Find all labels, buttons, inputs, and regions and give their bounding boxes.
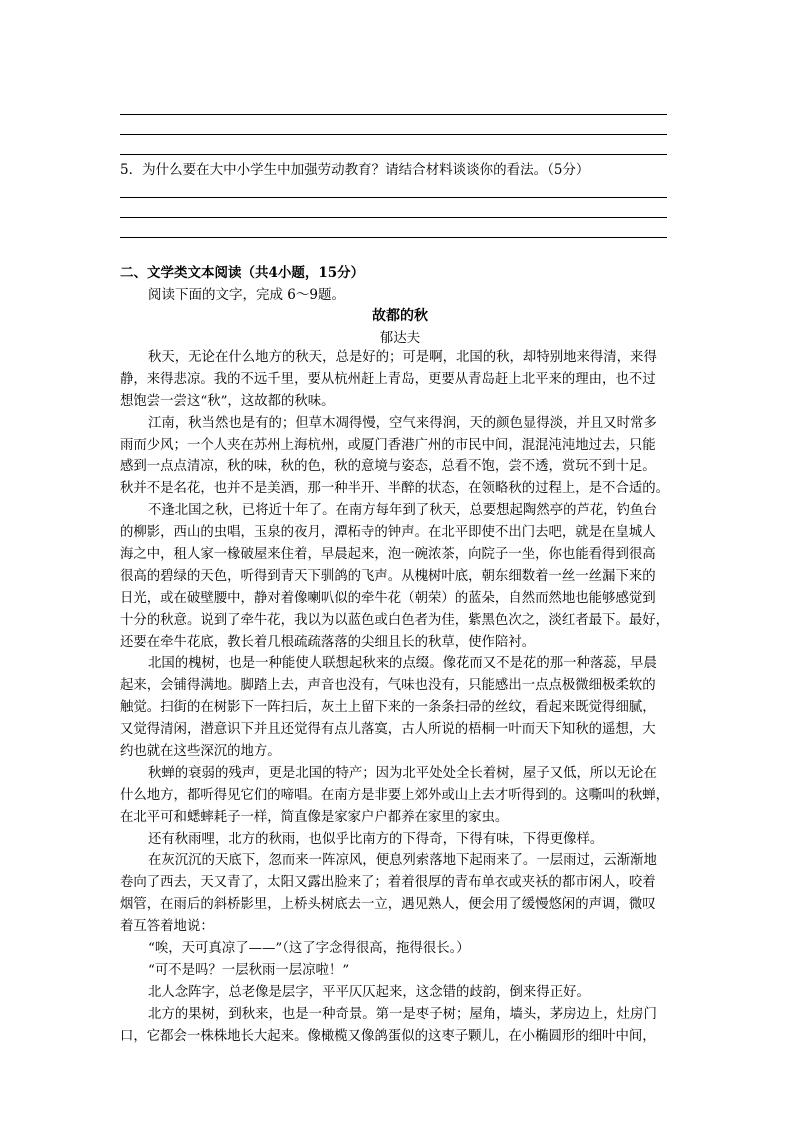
- question-5: 5．为什么要在大中小学生中加强劳动教育？请结合材料谈谈你的看法。（5分）: [120, 162, 590, 178]
- answer-line[interactable]: [120, 134, 667, 135]
- essay-author: 郁达夫: [379, 330, 421, 346]
- essay-title: 故都的秋: [372, 308, 428, 324]
- essay-line: 又觉得清闲，潜意识下并且还觉得有点儿落寞，古人所说的梧桐一叶而天下知秋的遥想，大: [120, 722, 656, 738]
- essay-line: 在北平可和蟋蟀耗子一样，简直像是家家户户都养在家里的家虫。: [120, 809, 509, 825]
- essay-line: 卷向了西去，天又青了，太阳又露出脸来了；着着很厚的青布单衣或夹袄的都市闲人，咬着: [120, 875, 656, 891]
- answer-line[interactable]: [120, 217, 667, 218]
- essay-line: 的柳影，西山的虫唱，玉泉的夜月，潭柘寺的钟声。在北平即使不出门去吧，就是在皇城人: [120, 525, 656, 541]
- reading-instruction: 阅读下面的文字，完成 6～9题。: [148, 287, 345, 303]
- essay-line: 约也就在这些深沉的地方。: [120, 744, 281, 760]
- essay-line: 触觉。扫街的在树影下一阵扫后，灰土上留下来的一条条扫帚的丝纹，看起来既觉得细腻，: [120, 700, 656, 716]
- essay-line: 海之中，租人家一椽破屋来住着，早晨起来，泡一碗浓茶，向院子一坐，你也能看得到很高: [120, 547, 656, 563]
- essay-line: 口，它都会一株株地长大起来。像橄榄又像鸽蛋似的这枣子颗儿，在小椭圆形的细叶中间，: [120, 1028, 656, 1044]
- essay-line: 想饱尝一尝这“秋”，这故都的秋味。: [120, 393, 335, 409]
- answer-line[interactable]: [120, 114, 667, 115]
- essay-line: 起来，会铺得满地。脚踏上去，声音也没有，气味也没有，只能感出一点点极微细极柔软的: [120, 678, 656, 694]
- essay-line: 在灰沉沉的天底下，忽而来一阵凉风，便息列索落地下起雨来了。一层雨过，云渐渐地: [148, 853, 657, 869]
- section-heading: 二、文学类文本阅读（共4小题，15分）: [120, 265, 365, 281]
- essay-line: “可不是吗？一层秋雨一层凉啦！”: [148, 962, 350, 978]
- essay-line: 秋并不是名花，也并不是美酒，那一种半开、半醉的状态，在领略秋的过程上，是不合适的。: [120, 481, 670, 497]
- essay-line: 还要在牵牛花底，教长着几根疏疏落落的尖细且长的秋草，使作陪衬。: [120, 634, 536, 650]
- essay-line: 烟管，在雨后的斜桥影里，上桥头树底去一立，遇见熟人，便会用了缓慢悠闲的声调，微叹: [120, 897, 656, 913]
- essay-line: 北国的槐树，也是一种能使人联想起秋来的点缀。像花而又不是花的那一种落蕊，早晨: [148, 656, 657, 672]
- essay-line: 雨而少风；一个人夹在苏州上海杭州，或厦门香港广州的市民中间，混混沌沌地过去，只能: [120, 437, 656, 453]
- essay-line: 很高的碧绿的天色，听得到青天下驯鸽的飞声。从槐树叶底，朝东细数着一丝一丝漏下来的: [120, 568, 656, 584]
- essay-line: 还有秋雨哩，北方的秋雨，也似乎比南方的下得奇，下得有味，下得更像样。: [148, 831, 604, 847]
- essay-line: 秋天，无论在什么地方的秋天，总是好的；可是啊，北国的秋，却特别地来得清，来得: [148, 350, 657, 365]
- answer-line[interactable]: [120, 154, 667, 155]
- essay-line: “唉，天可真凉了——”（这了字念得很高，拖得很长。）: [148, 941, 470, 957]
- essay-body: [120, 347, 700, 1048]
- essay-line: 静，来得悲凉。我的不远千里，要从杭州赶上青岛，更要从青岛赶上北平来的理由，也不过: [120, 371, 656, 387]
- essay-line: 感到一点点清凉，秋的味，秋的色，秋的意境与姿态，总看不饱，尝不透，赏玩不到十足。: [120, 459, 656, 475]
- essay-line: 什么地方，都听得见它们的啼唱。在南方是非要上郊外或山上去才听得到的。这嘶叫的秋蝉，: [120, 787, 670, 803]
- essay-line: 秋蝉的衰弱的残声，更是北国的特产；因为北平处处全长着树，屋子又低，所以无论在: [148, 765, 657, 781]
- essay-line: 北人念阵字，总老像是层字，平平仄仄起来，这念错的歧韵，倒来得正好。: [148, 984, 590, 1000]
- answer-line[interactable]: [120, 197, 667, 198]
- answer-line[interactable]: [120, 237, 667, 238]
- essay-line: 江南，秋当然也是有的；但草木凋得慢，空气来得润，天的颜色显得淡，并且又时常多: [148, 415, 657, 431]
- essay-line: 日光，或在破壁腰中，静对着像喇叭似的牵牛花（朝荣）的蓝朵，自然而然地也能够感觉到: [120, 590, 656, 606]
- essay-line: 着互答着地说：: [120, 919, 214, 935]
- essay-line: 十分的秋意。说到了牵牛花，我以为以蓝色或白色者为佳，紫黑色次之，淡红者最下。最好，: [120, 612, 670, 628]
- essay-line: 北方的果树，到秋来，也是一种奇景。第一是枣子树；屋角，墙头，茅房边上，灶房门: [148, 1006, 657, 1022]
- essay-line: 不逢北国之秋，已将近十年了。在南方每年到了秋天，总要想起陶然亭的芦花，钓鱼台: [148, 503, 657, 519]
